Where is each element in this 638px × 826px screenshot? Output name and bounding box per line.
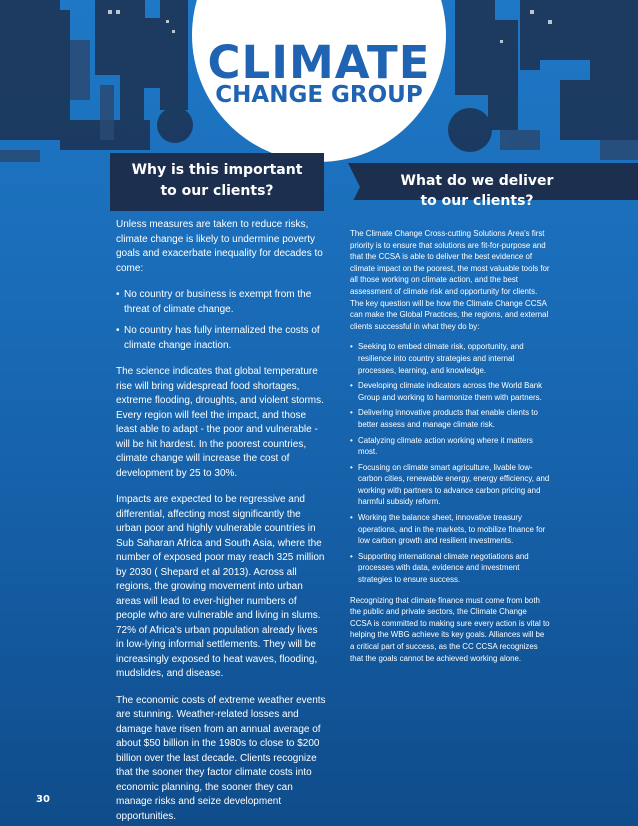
- left-intro: Unless measures are taken to reduce risks, climate change is likely to undermine poverty goals and exacerbate inequality for decades to come:: [116, 219, 323, 274]
- right-closing-paragraph: Recognizing that climate finance must come from both the public and private sectors, the Climate Change CCSA is committed to making sure every action is vital to helping the WBG achieve its key goals. Alliances will be a critical part of success, as the CC CCSA recognizes that the goals cannot be achieved working alone.: [350, 595, 550, 663]
- left-section-title: [110, 160, 324, 202]
- logo-title: CLIMATE: [207, 36, 431, 89]
- list-item: • Seeking to embed climate risk, opportunity, and resilience into country strategies and internal processes, learning, and knowledge.: [350, 342, 524, 375]
- left-bullet-list: [116, 288, 328, 353]
- list-item: • Catalyzing climate action working where it matters most.: [350, 435, 533, 457]
- bullet-icon: •: [350, 342, 353, 352]
- right-column: [350, 228, 550, 673]
- bullet-icon: •: [350, 513, 353, 523]
- list-item: • No country has fully internalized the costs of climate change inaction.: [116, 325, 320, 351]
- list-item: • Delivering innovative products that enable clients to better assess and manage climate risk.: [350, 408, 538, 429]
- page-number: 30: [36, 794, 50, 805]
- logo-subtitle: CHANGE GROUP: [215, 82, 423, 108]
- bullet-icon: •: [116, 325, 120, 336]
- left-title-line1: Why is this important: [131, 162, 303, 178]
- right-title-line1: What do we deliver: [400, 173, 554, 189]
- bullet-icon: •: [350, 462, 353, 472]
- list-item: • Developing climate indicators across the World Bank Group and working to harmonize them with partners.: [350, 381, 543, 402]
- bullet-icon: •: [350, 551, 353, 561]
- right-section-title: [348, 171, 606, 211]
- bullet-icon: •: [350, 381, 353, 391]
- right-title-line2: to our clients?: [420, 193, 534, 209]
- right-bullet-list: [350, 341, 550, 585]
- bullet-icon: •: [350, 408, 353, 418]
- list-item: • Focusing on climate smart agriculture, livable low-carbon cities, renewable energy, energy efficiency, and working with partners to advance carbon pricing and harmful subsidy reform.: [350, 462, 550, 507]
- bullet-icon: •: [116, 289, 120, 300]
- left-title-line2: to our clients?: [160, 183, 274, 199]
- list-item: • Supporting international climate negotiations and processes with data, evidence and investment strategies to ensure success.: [350, 551, 529, 585]
- right-intro: The Climate Change Cross-cutting Solutions Area's first priority is to ensure that solutions are fit-for-purpose and that the CCSA is able to deliver the best evidence of climate impact on the poorest, the most valuable tools for all those working on climate action, and the best assessment of climate risk and opportunity for clients. The key question will be how the Climate Change CCSA can make the Global Practices, the regions, and external clients successful in what they do by:: [350, 229, 550, 331]
- bullet-icon: •: [350, 435, 353, 445]
- list-item: • Working the balance sheet, innovative treasury operations, and in the markets, to mobilize finance for low carbon growth and resilient investments.: [350, 513, 546, 546]
- left-paragraph-economic: The economic costs of extreme weather events are stunning. Weather-related losses and damage have risen from an annual average of about $50 billion in the 1980s to close to $200 billion over the last decade. Clients recognize that the sooner they factor climate costs into economic planning, the sooner they can manage risks and seize development opportunities.: [116, 694, 326, 822]
- left-paragraph-science: The science indicates that global temperature rise will bring widespread food shortages, extreme flooding, droughts, and violent storms. Every region will feel the impact, and those least able to adapt - the poor and vulnerable - will be hit hardest. In the poorest countries, climate change will increase the cost of development by 25 to 30%.: [116, 366, 324, 479]
- list-item: • No country or business is exempt from the threat of climate change.: [116, 289, 312, 315]
- left-column: [116, 218, 328, 826]
- left-paragraph-impacts: Impacts are expected to be regressive and differential, affecting most significantly the urban poor and highly vulnerable countries in Sub Saharan Africa and South Asia, where the number of exposed poor may reach 325 million by 2030 ( Shepard et al 2013). Across all regions, the growing movement into urban areas will lead to ever-higher numbers of people who are vulnerable and living in slums. 72% of Africa's urban population already lives in low-lying informal settlements. They will be increasingly exposed to heat waves, flooding, mudslides, and disease.: [116, 494, 325, 679]
